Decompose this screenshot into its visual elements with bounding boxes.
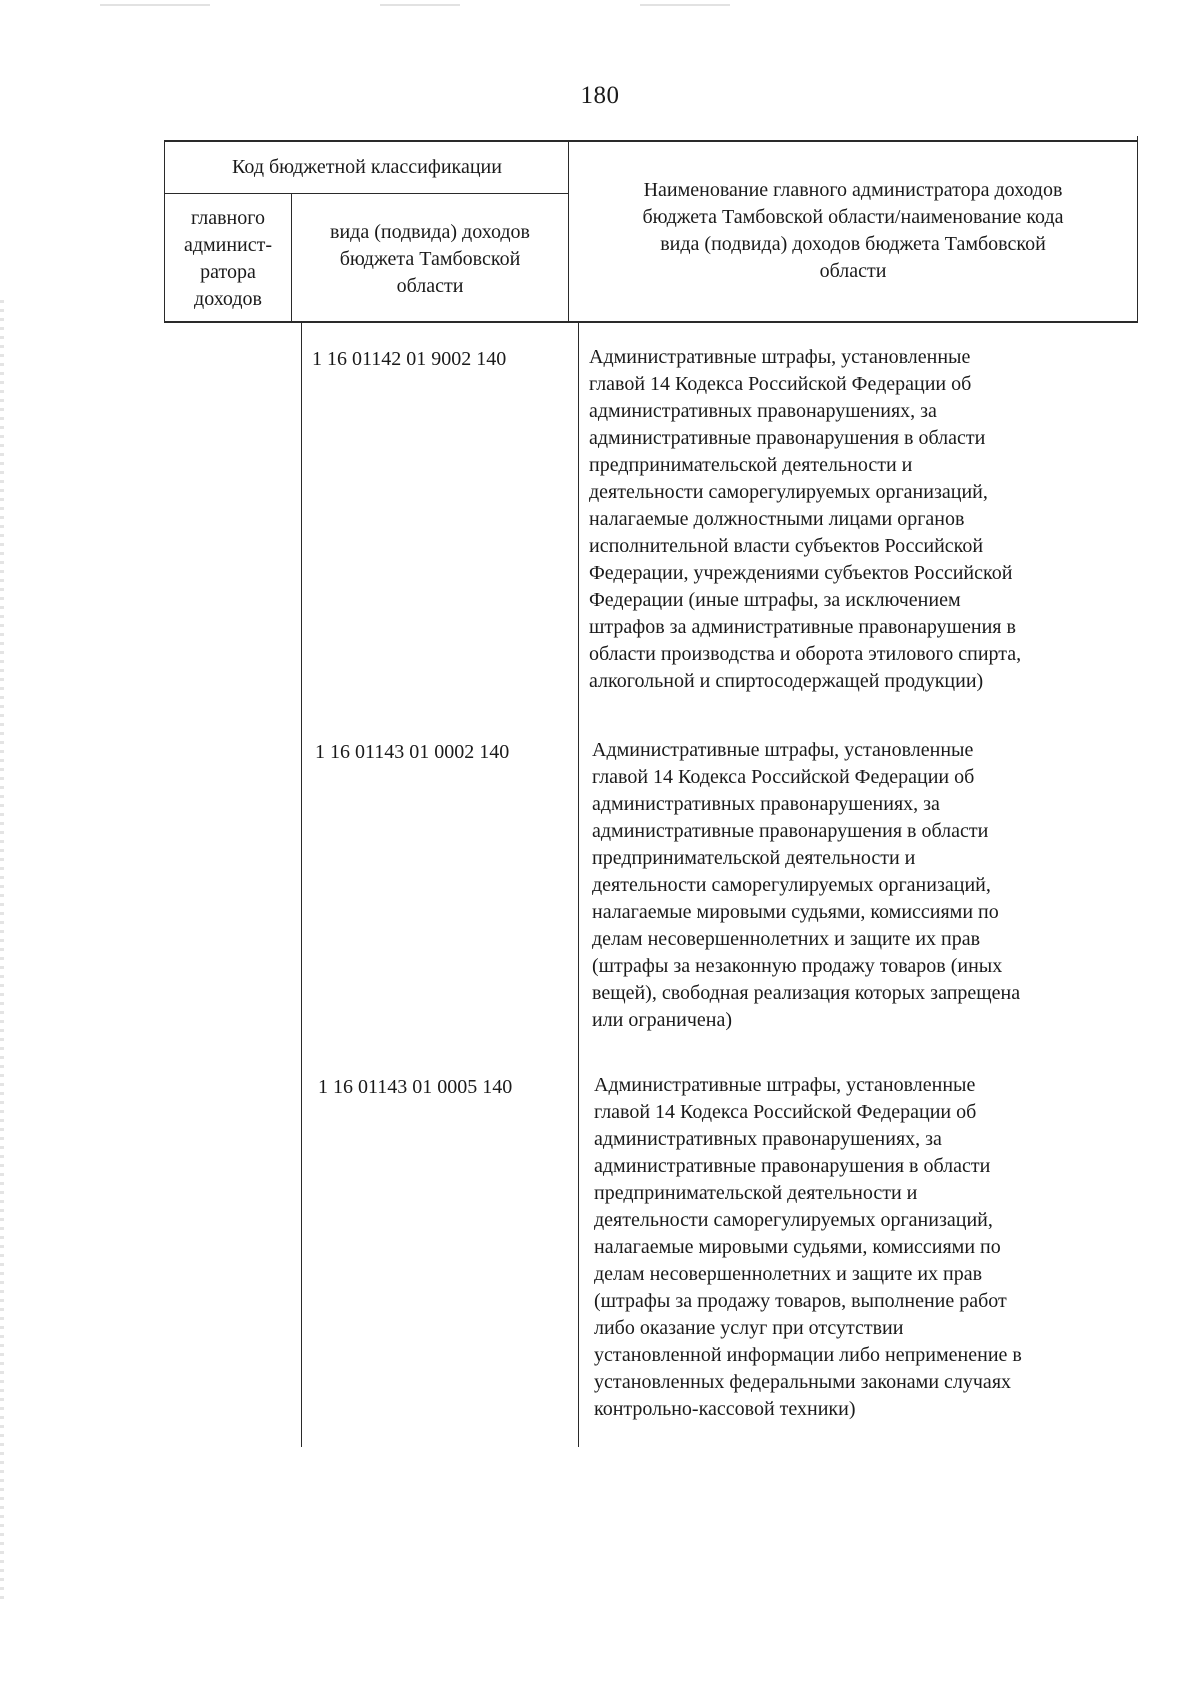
header-group-title: Код бюджетной классификации: [232, 156, 502, 178]
scan-artifact-top: [640, 4, 730, 6]
income-code: 1 16 01143 01 0002 140: [315, 741, 510, 763]
income-description: Административные штрафы, установленные главой 14 Кодекса Российской Федерации об административных правонарушениях, за административные правонарушения в области предпринимательской деятельности и деятельности саморегулируемых организаций, налагаемые мировыми судьями, комиссиями по делам несовершеннолетних и защите их прав (штрафы за продажу товаров, выполнение работ либо оказание услуг при отсутствии установленной информации либо неприменение в установленных федеральными законами случаях контрольно-кассовой техники): [594, 1074, 1022, 1420]
scan-artifact-top: [100, 4, 210, 6]
body-col-divider-2: [578, 323, 579, 1447]
scan-artifact-edge: [0, 300, 4, 1600]
body-col-divider-1: [301, 323, 302, 1447]
income-description: Административные штрафы, установленные главой 14 Кодекса Российской Федерации об административных правонарушениях, за административные правонарушения в области предпринимательской деятельности и деятельности саморегулируемых организаций, налагаемые должностными лицами органов исполнительной власти субъектов Российской Федерации, учреждениями субъектов Российской Федерации (иные штрафы, за исключением штрафов за административные правонарушения в области производства и оборота этилового спирта, алкогольной и спиртосодержащей продукции): [589, 346, 1022, 692]
income-description: Административные штрафы, установленные главой 14 Кодекса Российской Федерации об административных правонарушениях, за административные правонарушения в области предпринимательской деятельности и деятельности саморегулируемых организаций, налагаемые мировыми судьями, комиссиями по делам несовершеннолетних и защите их прав (штрафы за незаконную продажу товаров (иных вещей), свободная реализация которых запрещена или ограничена): [592, 739, 1021, 1031]
header-col-name: Наименование главного администратора доходов бюджета Тамбовской области/наименование кода вида (подвида) доходов бюджета Тамбовской области: [642, 179, 1064, 282]
header-col-administrator: главного админист- ратора доходов: [183, 207, 273, 310]
header-left-border: [164, 140, 165, 323]
header-group-divider: [164, 193, 569, 194]
header-bottom-border: [164, 321, 1138, 323]
header-right-border: [1137, 136, 1138, 323]
income-code: 1 16 01143 01 0005 140: [318, 1076, 513, 1098]
page-number: 180: [580, 82, 620, 109]
income-code: 1 16 01142 01 9002 140: [312, 348, 507, 370]
header-col-divider-2: [568, 140, 569, 323]
header-col-income-type: вида (подвида) доходов бюджета Тамбовской области: [330, 221, 530, 297]
scan-artifact-top: [380, 4, 460, 6]
header-col-divider-1: [291, 193, 292, 323]
header-top-border: [164, 140, 1138, 142]
